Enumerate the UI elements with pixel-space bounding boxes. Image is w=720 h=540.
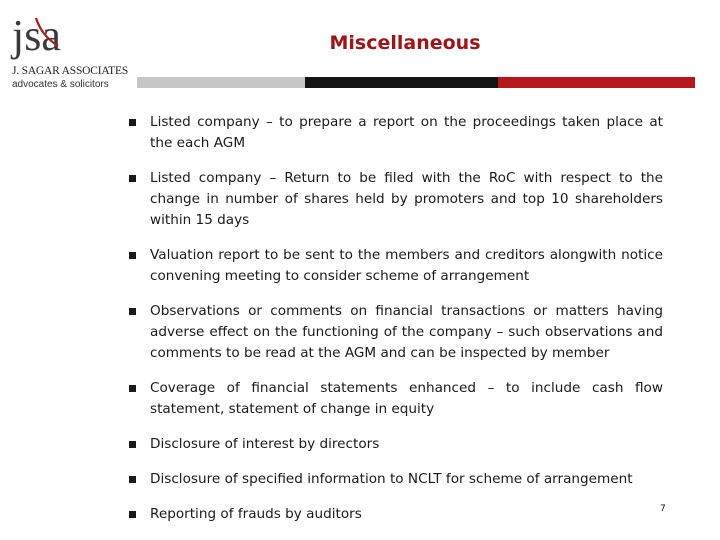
- bullet-item: [128, 434, 663, 455]
- logo-mark-text: jsa: [12, 11, 61, 60]
- bullet-text: Valuation report to be sent to the members and creditors alongwith notice convening meeting to consider scheme of arrangement: [150, 247, 663, 284]
- bullet-text: Disclosure of specified information to NCLT for scheme of arrangement: [150, 471, 633, 487]
- accent-bar-red: [498, 77, 695, 88]
- logo-tagline: advocates & solicitors: [12, 79, 109, 90]
- slide-title: Miscellaneous: [329, 32, 481, 54]
- bullet-item: [128, 378, 663, 420]
- bullet-item: [128, 112, 663, 154]
- bullet-square-icon: [129, 119, 136, 126]
- accent-bar-black: [305, 77, 498, 88]
- bullet-text: Listed company – Return to be filed with the RoC with respect to the change in number of shares held by promoters and top 10 shareholders within 15 days: [150, 170, 663, 228]
- bullet-item: [128, 168, 663, 231]
- bullet-square-icon: [129, 252, 136, 259]
- bullet-square-icon: [129, 308, 136, 315]
- bullet-square-icon: [129, 476, 136, 483]
- bullet-text: Reporting of frauds by auditors: [150, 506, 362, 522]
- firm-logo: [10, 10, 129, 96]
- bullet-text: Disclosure of interest by directors: [150, 436, 380, 452]
- accent-bar-grey: [137, 77, 305, 88]
- bullet-square-icon: [129, 175, 136, 182]
- jsa-logo-mark: [10, 10, 80, 64]
- bullet-text: Coverage of financial statements enhanced – to include cash flow statement, statement of change in equity: [150, 380, 663, 417]
- bullet-item: [128, 245, 663, 287]
- bullet-text: Listed company – to prepare a report on the proceedings taken place at the each AGM: [150, 114, 663, 151]
- bullet-text: Observations or comments on financial transactions or matters having adverse effect on the functioning of the company – such observations and comments to be read at the AGM and can be inspected by member: [150, 303, 663, 361]
- bullet-square-icon: [129, 385, 136, 392]
- bullet-item: [128, 301, 663, 364]
- bullet-list: [128, 112, 663, 539]
- bullet-square-icon: [129, 441, 136, 448]
- bullet-square-icon: [129, 511, 136, 518]
- logo-firm-name: J. SAGAR ASSOCIATES: [12, 65, 129, 77]
- bullet-item: [128, 469, 663, 490]
- page-number: 7: [660, 504, 666, 514]
- bullet-item: [128, 504, 663, 525]
